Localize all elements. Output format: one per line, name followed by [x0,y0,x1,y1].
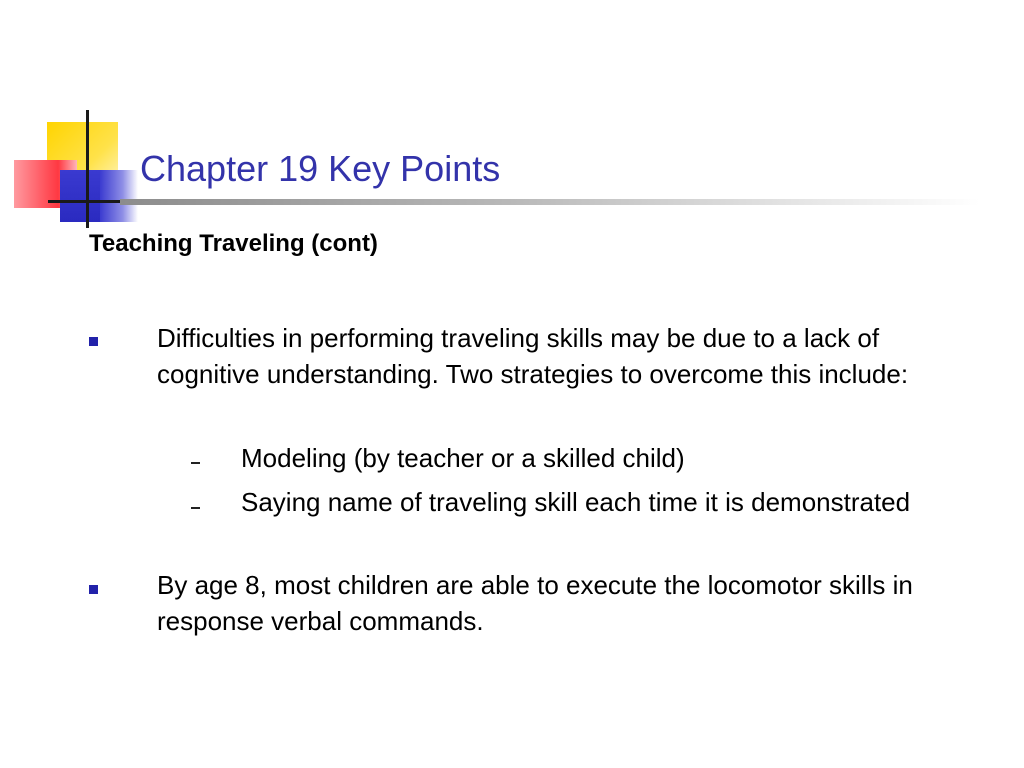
slide-title: Chapter 19 Key Points [140,148,501,189]
blue-fade-shape [100,170,138,222]
bullet-item-1: Difficulties in performing traveling skills may be due to a lack of cognitive understanding. Two strategies to overcome this include: [157,323,909,389]
sub-bullet-item-1: Modeling (by teacher or a skilled child) [241,443,685,473]
vertical-rule-line [86,110,89,228]
slide-subheading: Teaching Traveling (cont) [89,230,378,257]
bullet-square-icon [89,337,98,346]
bullet-square-icon [89,585,98,594]
dash-bullet-icon [191,462,200,464]
dash-bullet-icon [191,507,200,509]
bullet-item-2: By age 8, most children are able to execute the locomotor skills in response verbal commands. [157,570,913,636]
title-divider [120,199,980,205]
blue-square-shape [60,170,100,222]
sub-bullet-item-2: Saying name of traveling skill each time it is demonstrated [241,487,911,517]
